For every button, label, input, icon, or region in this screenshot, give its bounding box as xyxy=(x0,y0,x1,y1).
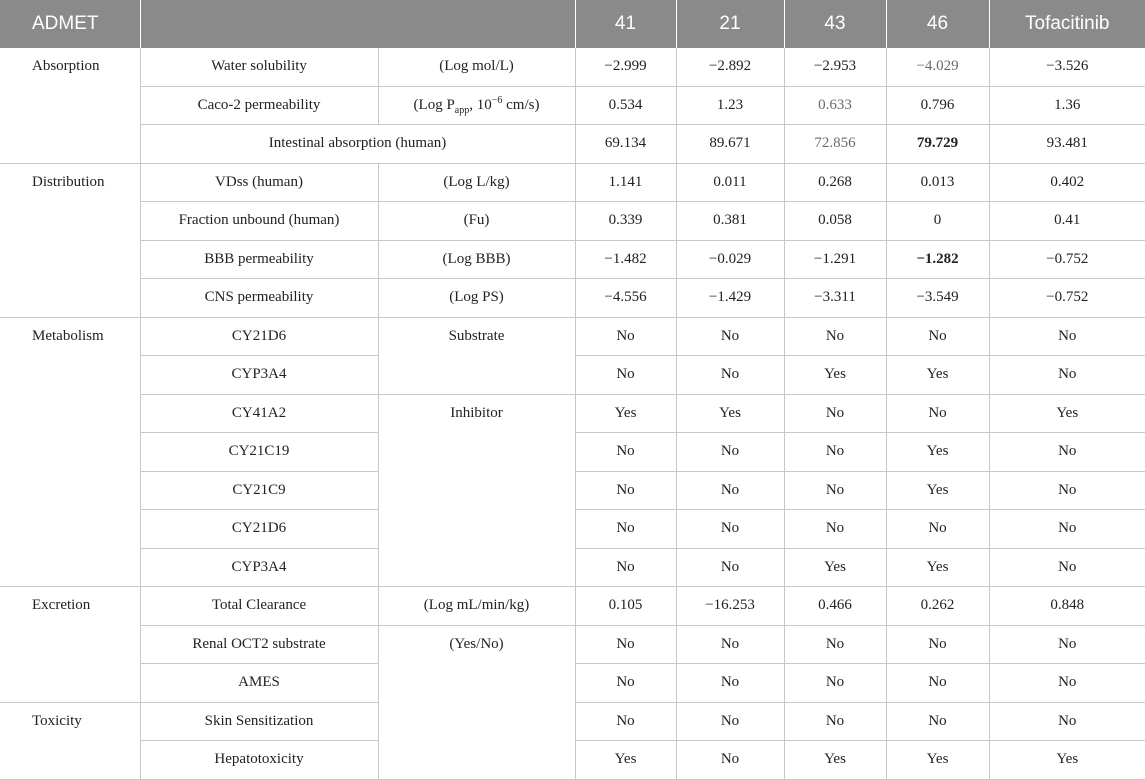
value-21: No xyxy=(676,702,784,741)
unit-superscript: −6 xyxy=(491,94,503,106)
property-cell: Total Clearance xyxy=(140,587,378,626)
value-41: No xyxy=(575,510,676,549)
value-43: No xyxy=(784,664,886,703)
value-41: −2.999 xyxy=(575,48,676,86)
value-tofacitinib: −3.526 xyxy=(989,48,1145,86)
category-metabolism: Metabolism xyxy=(0,317,140,587)
value-21: 1.23 xyxy=(676,86,784,125)
header-col-46: 46 xyxy=(886,0,989,48)
value-tofacitinib: 0.402 xyxy=(989,163,1145,202)
value-41: No xyxy=(575,356,676,395)
value-43: −3.311 xyxy=(784,279,886,318)
value-tofacitinib: No xyxy=(989,625,1145,664)
value-41: Yes xyxy=(575,394,676,433)
value-tofacitinib: No xyxy=(989,433,1145,472)
value-21: −16.253 xyxy=(676,587,784,626)
unit-cell: (Log PS) xyxy=(378,279,575,318)
header-blank xyxy=(140,0,575,48)
property-cell: Caco-2 permeability xyxy=(140,86,378,125)
unit-text: (Log P xyxy=(413,96,455,113)
value-46: Yes xyxy=(886,356,989,395)
value-46: 0 xyxy=(886,202,989,241)
value-41: Yes xyxy=(575,741,676,780)
value-46: Yes xyxy=(886,433,989,472)
value-41: No xyxy=(575,317,676,356)
value-41: −4.556 xyxy=(575,279,676,318)
property-cell: CY21C9 xyxy=(140,471,378,510)
table-row xyxy=(0,48,1145,86)
value-21: 89.671 xyxy=(676,125,784,164)
value-43: Yes xyxy=(784,548,886,587)
value-43: −1.291 xyxy=(784,240,886,279)
value-21: 0.011 xyxy=(676,163,784,202)
table-row xyxy=(0,163,1145,202)
table-row xyxy=(0,279,1145,318)
property-cell: Skin Sensitization xyxy=(140,702,378,741)
value-43: No xyxy=(784,433,886,472)
value-41: 0.105 xyxy=(575,587,676,626)
value-tofacitinib: 0.848 xyxy=(989,587,1145,626)
value-46: 0.013 xyxy=(886,163,989,202)
unit-subscript: app xyxy=(454,104,470,116)
property-cell: CYP3A4 xyxy=(140,548,378,587)
value-46: −4.029 xyxy=(886,48,989,86)
property-cell: CY21D6 xyxy=(140,510,378,549)
value-41: −1.482 xyxy=(575,240,676,279)
value-46: 0.262 xyxy=(886,587,989,626)
header-admet: ADMET xyxy=(0,0,140,48)
value-41: No xyxy=(575,433,676,472)
property-cell: Intestinal absorption (human) xyxy=(140,125,575,164)
value-21: No xyxy=(676,317,784,356)
value-21: 0.381 xyxy=(676,202,784,241)
value-tofacitinib: No xyxy=(989,317,1145,356)
value-21: −1.429 xyxy=(676,279,784,318)
unit-cell-substrate: Substrate xyxy=(378,317,575,394)
property-cell: Renal OCT2 substrate xyxy=(140,625,378,664)
value-46: −3.549 xyxy=(886,279,989,318)
value-41: No xyxy=(575,702,676,741)
unit-text: , 10 xyxy=(469,96,492,113)
table-row xyxy=(0,202,1145,241)
value-43: 72.856 xyxy=(784,125,886,164)
property-cell: VDss (human) xyxy=(140,163,378,202)
value-41: 0.534 xyxy=(575,86,676,125)
value-46: Yes xyxy=(886,741,989,780)
property-cell: Hepatotoxicity xyxy=(140,741,378,780)
value-21: No xyxy=(676,433,784,472)
value-46: No xyxy=(886,510,989,549)
table-row xyxy=(0,587,1145,626)
value-46: Yes xyxy=(886,471,989,510)
value-46: 0.796 xyxy=(886,86,989,125)
value-21: No xyxy=(676,625,784,664)
header-col-41: 41 xyxy=(575,0,676,48)
value-43: No xyxy=(784,702,886,741)
value-21: Yes xyxy=(676,394,784,433)
value-43: No xyxy=(784,625,886,664)
value-21: No xyxy=(676,471,784,510)
value-41: No xyxy=(575,625,676,664)
value-tofacitinib: No xyxy=(989,548,1145,587)
value-46: 79.729 xyxy=(886,125,989,164)
property-cell: AMES xyxy=(140,664,378,703)
header-col-21: 21 xyxy=(676,0,784,48)
value-41: No xyxy=(575,664,676,703)
property-cell: CYP3A4 xyxy=(140,356,378,395)
header-col-43: 43 xyxy=(784,0,886,48)
property-cell: BBB permeability xyxy=(140,240,378,279)
value-21: No xyxy=(676,548,784,587)
property-cell: Fraction unbound (human) xyxy=(140,202,378,241)
value-41: No xyxy=(575,471,676,510)
value-tofacitinib: No xyxy=(989,356,1145,395)
value-43: 0.633 xyxy=(784,86,886,125)
table-row xyxy=(0,240,1145,279)
value-43: No xyxy=(784,394,886,433)
header-col-tofacitinib: Tofacitinib xyxy=(989,0,1145,48)
table-row xyxy=(0,317,1145,356)
category-distribution: Distribution xyxy=(0,163,140,317)
value-21: No xyxy=(676,356,784,395)
value-tofacitinib: Yes xyxy=(989,394,1145,433)
value-46: No xyxy=(886,625,989,664)
value-tofacitinib: Yes xyxy=(989,741,1145,780)
value-46: No xyxy=(886,317,989,356)
category-absorption: Absorption xyxy=(0,48,140,163)
value-tofacitinib: No xyxy=(989,510,1145,549)
property-cell: CY21D6 xyxy=(140,317,378,356)
unit-text: cm/s) xyxy=(502,96,540,113)
value-21: No xyxy=(676,510,784,549)
table-row xyxy=(0,125,1145,164)
value-tofacitinib: No xyxy=(989,664,1145,703)
value-21: −0.029 xyxy=(676,240,784,279)
value-46: No xyxy=(886,702,989,741)
unit-cell xyxy=(378,86,575,125)
value-tofacitinib: No xyxy=(989,702,1145,741)
unit-cell-yes-no: (Yes/No) xyxy=(378,625,575,779)
value-21: No xyxy=(676,664,784,703)
property-cell: CNS permeability xyxy=(140,279,378,318)
value-tofacitinib: 93.481 xyxy=(989,125,1145,164)
unit-cell: (Log mL/min/kg) xyxy=(378,587,575,626)
unit-cell: (Fu) xyxy=(378,202,575,241)
table-row xyxy=(0,86,1145,125)
property-cell: Water solubility xyxy=(140,48,378,86)
value-41: 0.339 xyxy=(575,202,676,241)
value-tofacitinib: −0.752 xyxy=(989,279,1145,318)
value-43: −2.953 xyxy=(784,48,886,86)
unit-cell: (Log BBB) xyxy=(378,240,575,279)
category-excretion: Excretion xyxy=(0,587,140,703)
value-43: No xyxy=(784,317,886,356)
table-row xyxy=(0,394,1145,433)
table-row xyxy=(0,625,1145,664)
unit-cell: (Log mol/L) xyxy=(378,48,575,86)
property-cell: CY41A2 xyxy=(140,394,378,433)
header-row xyxy=(0,0,1145,48)
value-41: No xyxy=(575,548,676,587)
value-46: No xyxy=(886,664,989,703)
value-43: No xyxy=(784,510,886,549)
value-43: 0.058 xyxy=(784,202,886,241)
value-43: 0.466 xyxy=(784,587,886,626)
value-46: −1.282 xyxy=(886,240,989,279)
unit-cell-inhibitor: Inhibitor xyxy=(378,394,575,587)
value-43: 0.268 xyxy=(784,163,886,202)
value-46: Yes xyxy=(886,548,989,587)
value-tofacitinib: No xyxy=(989,471,1145,510)
category-toxicity: Toxicity xyxy=(0,702,140,779)
value-41: 69.134 xyxy=(575,125,676,164)
value-tofacitinib: 0.41 xyxy=(989,202,1145,241)
property-cell: CY21C19 xyxy=(140,433,378,472)
value-tofacitinib: −0.752 xyxy=(989,240,1145,279)
unit-cell: (Log L/kg) xyxy=(378,163,575,202)
value-43: Yes xyxy=(784,741,886,780)
value-21: No xyxy=(676,741,784,780)
value-21: −2.892 xyxy=(676,48,784,86)
value-41: 1.141 xyxy=(575,163,676,202)
value-43: No xyxy=(784,471,886,510)
value-tofacitinib: 1.36 xyxy=(989,86,1145,125)
value-43: Yes xyxy=(784,356,886,395)
value-46: No xyxy=(886,394,989,433)
